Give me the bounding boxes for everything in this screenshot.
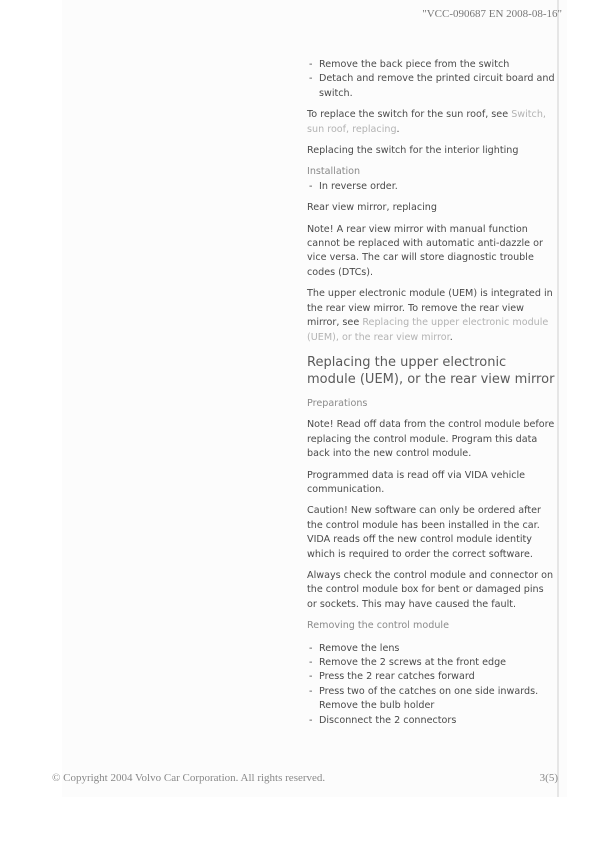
sunroof-paragraph [307,108,555,137]
page-edge [557,0,559,797]
page-footer [52,772,558,784]
uem-text: The upper electronic module (UEM) is integrated in the rear view mirror. To remove the rear view mirror, see [307,288,553,329]
removing-label: Removing the control module [307,620,449,632]
programmed-text: Programmed data is read off via VIDA vehicle communication. [307,469,526,495]
interior-heading: Replacing the switch for the interior lighting [307,145,519,157]
list-item: - In reverse order. [307,180,555,194]
list-item: - Detach and remove the printed circuit board and switch. [307,72,555,101]
list-item: - Remove the back piece from the switch [307,58,555,72]
sunroof-tail: . [396,123,400,135]
installation-label: Installation [307,166,361,178]
check-text: Always check the control module and connector on the control module box for bent or damaged pins or sockets. This may have caused the fault. [307,569,554,610]
list-item: - Disconnect the 2 connectors [307,714,555,728]
section-heading: Replacing the upper electronic module (UEM), or the rear view mirror [307,354,555,387]
page-number: 3(5) [539,772,558,784]
note-mirror: Note! A rear view mirror with manual function cannot be replaced with automatic anti-dazzle or vice versa. The car will store diagnostic trouble codes (DTCs). [307,223,543,278]
list-item: - Press two of the catches on one side inwards. Remove the bulb holder [307,685,555,714]
uem-paragraph [307,287,555,345]
uem-tail: . [449,331,453,343]
list-item: - Press the 2 rear catches forward [307,670,555,684]
step-list-a [307,58,555,101]
preparations-label: Preparations [307,397,368,409]
sunroof-text: To replace the switch for the sun roof, see [307,109,509,121]
list-item: - Remove the lens [307,642,555,656]
caution-text: Caution! New software can only be ordered after the control module has been installed in the car. VIDA reads off the new control module identity which is required to order the correct software. [307,505,541,560]
list-item: - Remove the 2 screws at the front edge [307,656,555,670]
sunroof-link[interactable]: Switch, sun roof, replacing [307,109,546,135]
installation-list [307,180,555,194]
uem-link[interactable]: Replacing the upper electronic module (UEM), or the rear view mirror [307,317,549,343]
removing-steps [307,642,555,728]
document-id: "VCC-090687 EN 2008-08-16" [422,8,562,20]
document-body [307,58,555,735]
copyright-text: © Copyright 2004 Volvo Car Corporation. All rights reserved. [52,772,326,784]
note-read: Note! Read off data from the control module before replacing the control module. Program this data back into the new control module. [307,419,555,460]
mirror-heading: Rear view mirror, replacing [307,202,437,214]
